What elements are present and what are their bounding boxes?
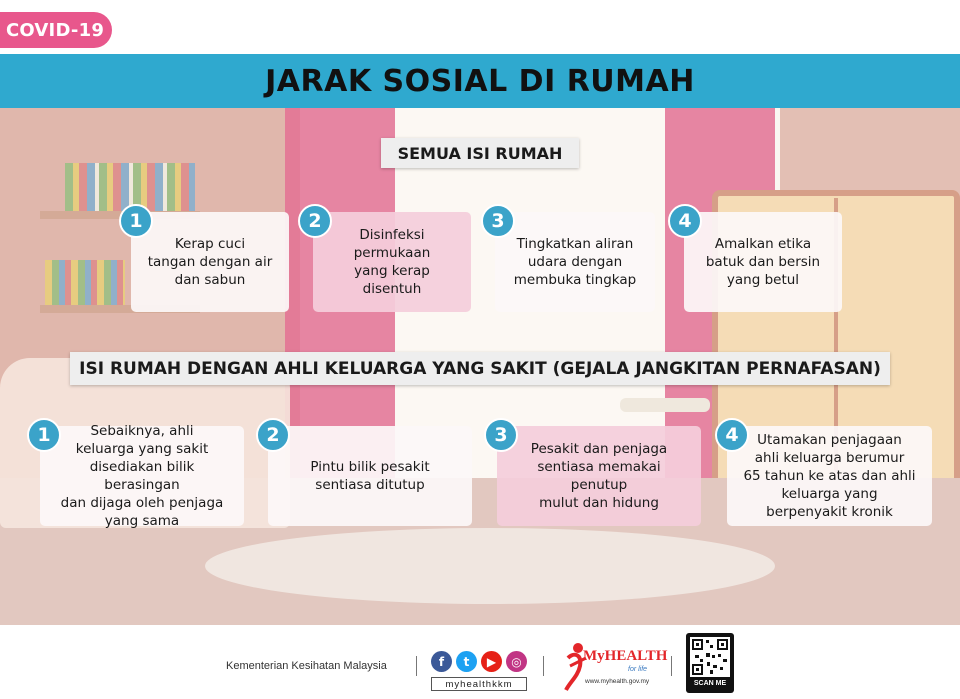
card-line: membuka tingkap	[513, 272, 637, 288]
card-line: batuk dan bersin	[705, 254, 821, 270]
social-handle[interactable]: myhealthkkm	[431, 677, 527, 691]
card-line: udara dengan	[527, 254, 623, 270]
number-badge: 4	[715, 418, 749, 452]
card-line: Utamakan penjagaan	[757, 432, 902, 448]
number-badge: 2	[256, 418, 290, 452]
card-line: keluarga yang	[781, 486, 878, 502]
title-bar	[0, 54, 960, 108]
qr-code-icon[interactable]	[690, 637, 730, 677]
card-line: disediakan bilik berasingan	[89, 459, 195, 493]
card-line: keluarga yang sakit	[75, 441, 209, 457]
tip-card-elderly-care	[727, 426, 932, 526]
divider	[543, 656, 544, 676]
card-line: sentiasa memakai penutup	[537, 459, 661, 493]
number-badge: 4	[668, 204, 702, 238]
card-line: berpenyakit kronik	[766, 504, 893, 520]
tip-card-ventilation	[495, 212, 655, 312]
card-line: dan dijaga oleh penjaga	[60, 495, 224, 511]
tip-card-handwash	[131, 212, 289, 312]
card-line: sentiasa ditutup	[315, 477, 425, 493]
card-line: permukaan	[353, 245, 431, 261]
tip-card-cough-etiquette	[684, 212, 842, 312]
card-line: yang betul	[726, 272, 800, 288]
tip-card-disinfect	[313, 212, 471, 312]
page-title: JARAK SOSIAL DI RUMAH	[265, 63, 695, 99]
card-line: Amalkan etika	[714, 236, 812, 252]
scan-me-label: SCAN ME	[693, 680, 727, 687]
myhealth-url[interactable]: www.myhealth.gov.my	[585, 678, 650, 685]
card-line: dan sabun	[174, 272, 246, 288]
tip-card-door-closed	[268, 426, 472, 526]
number-badge: 1	[119, 204, 153, 238]
tip-card-separate-room	[40, 423, 244, 529]
card-line: yang kerap	[354, 263, 430, 279]
myhealth-wordmark: MyHEALTH	[583, 648, 668, 664]
card-line: Disinfeksi	[359, 227, 425, 243]
number-badge: 3	[484, 418, 518, 452]
number-badge: 3	[481, 204, 515, 238]
youtube-icon[interactable]: ▶	[481, 651, 502, 672]
twitter-icon[interactable]: t	[456, 651, 477, 672]
card-line: yang sama	[104, 513, 180, 529]
ministry-name: Kementerian Kesihatan Malaysia	[226, 660, 387, 672]
instagram-icon[interactable]: ◎	[506, 651, 527, 672]
card-line: Tingkatkan aliran	[516, 236, 634, 252]
section-heading-sick-household: ISI RUMAH DENGAN AHLI KELUARGA YANG SAKIT (GEJALA JANGKITAN PERNAFASAN)	[70, 352, 890, 385]
card-line: tangan dengan air	[147, 254, 273, 270]
divider	[416, 656, 417, 676]
covid-badge: COVID-19	[0, 12, 112, 48]
divider	[671, 656, 672, 676]
card-line: 65 tahun ke atas dan ahli	[743, 468, 916, 484]
card-line: Kerap cuci	[174, 236, 246, 252]
card-line: mulut dan hidung	[539, 495, 659, 511]
card-line: Sebaiknya, ahli	[90, 423, 194, 439]
card-line: Pintu bilik pesakit	[310, 459, 430, 475]
card-line: ahli keluarga berumur	[754, 450, 905, 466]
card-line: disentuh	[362, 281, 422, 297]
card-line: Pesakit dan penjaga	[530, 441, 668, 457]
facebook-icon[interactable]: f	[431, 651, 452, 672]
myhealth-tagline: for life	[628, 666, 648, 673]
tip-card-face-mask	[497, 426, 701, 526]
number-badge: 1	[27, 418, 61, 452]
section-heading-all-household: SEMUA ISI RUMAH	[381, 138, 579, 168]
number-badge: 2	[298, 204, 332, 238]
